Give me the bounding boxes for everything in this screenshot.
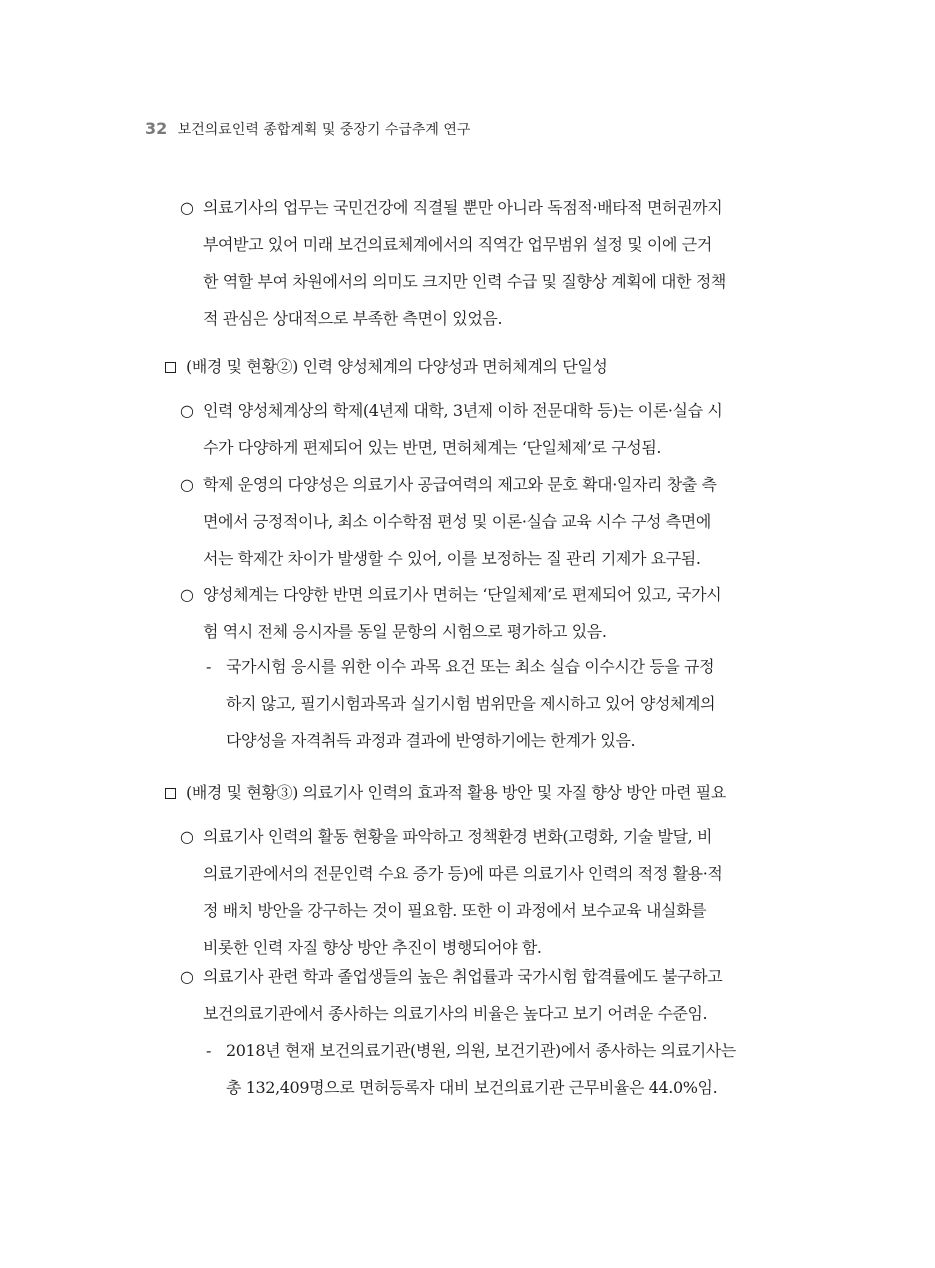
- paragraph-line: 다양성을 자격취득 과정과 결과에 반영하기에는 한계가 있음.: [226, 731, 636, 750]
- paragraph-line: 하지 않고, 필기시험과목과 실기시험 범위만을 제시하고 있어 양성체계의: [226, 694, 716, 713]
- circle-bullet-icon: ○: [180, 827, 194, 846]
- paragraph-line: 한 역할 부여 차원에서의 의미도 크지만 인력 수급 및 질향상 계획에 대한 정책: [203, 272, 726, 291]
- page-number: 32: [145, 119, 168, 138]
- square-bullet-icon: [165, 788, 176, 799]
- dash-bullet: -: [206, 1041, 212, 1060]
- paragraph-line: 의료기관에서의 전문인력 수요 증가 등)에 따른 의료기사 인력의 적정 활용·적: [203, 864, 723, 883]
- paragraph-line: 면에서 긍정적이나, 최소 이수학점 편성 및 이론·실습 교육 시수 구성 측면에: [203, 512, 711, 531]
- section-heading: (배경 및 현황③) 의료기사 인력의 효과적 활용 방안 및 자질 향상 방안 마련 필요: [186, 783, 726, 802]
- section-heading: (배경 및 현황②) 인력 양성체계의 다양성과 면허체계의 단일성: [186, 357, 608, 376]
- paragraph-line: 국가시험 응시를 위한 이수 과목 요건 또는 최소 실습 이수시간 등을 규정: [226, 657, 715, 676]
- paragraph-line: 인력 양성체계상의 학제(4년제 대학, 3년제 이하 전문대학 등)는 이론·실습 시: [203, 401, 723, 420]
- paragraph-line: 양성체계는 다양한 반면 의료기사 면허는 ‘단일체제’로 편제되어 있고, 국가시: [203, 585, 722, 604]
- circle-bullet-icon: ○: [180, 475, 194, 494]
- paragraph-line: 부여받고 있어 미래 보건의료체계에서의 직역간 업무범위 설정 및 이에 근거: [203, 235, 712, 254]
- paragraph-line: 의료기사의 업무는 국민건강에 직결될 뿐만 아니라 독점적·배타적 면허권까지: [203, 198, 723, 217]
- paragraph-line: 정 배치 방안을 강구하는 것이 필요함. 또한 이 과정에서 보수교육 내실화를: [203, 901, 707, 920]
- paragraph-line: 보건의료기관에서 종사하는 의료기사의 비율은 높다고 보기 어려운 수준임.: [203, 1004, 708, 1023]
- circle-bullet-icon: ○: [180, 198, 194, 217]
- circle-bullet-icon: ○: [180, 401, 194, 420]
- dash-bullet: -: [206, 657, 212, 676]
- paragraph-line: 적 관심은 상대적으로 부족한 측면이 있었음.: [203, 309, 503, 328]
- paragraph-line: 서는 학제간 차이가 발생할 수 있어, 이를 보정하는 질 관리 기제가 요구됨.: [203, 549, 701, 568]
- paragraph-line: 2018년 현재 보건의료기관(병원, 의원, 보건기관)에서 종사하는 의료기사는: [226, 1041, 736, 1060]
- paragraph-line: 의료기사 관련 학과 졸업생들의 높은 취업률과 국가시험 합격률에도 불구하고: [203, 967, 723, 986]
- paragraph-line: 수가 다양하게 편제되어 있는 반면, 면허체계는 ‘단일체제’로 구성됨.: [203, 438, 662, 457]
- paragraph-line: 험 역시 전체 응시자를 동일 문항의 시험으로 평가하고 있음.: [203, 622, 607, 641]
- circle-bullet-icon: ○: [180, 967, 194, 986]
- running-title: 보건의료인력 종합계획 및 중장기 수급추계 연구: [177, 122, 471, 138]
- page-header: [145, 119, 470, 139]
- circle-bullet-icon: ○: [180, 585, 194, 604]
- paragraph-line: 비롯한 인력 자질 향상 방안 추진이 병행되어야 함.: [203, 938, 542, 957]
- paragraph-line: 학제 운영의 다양성은 의료기사 공급여력의 제고와 문호 확대·일자리 창출 측: [203, 475, 717, 494]
- paragraph-line: 의료기사 인력의 활동 현황을 파악하고 정책환경 변화(고령화, 기술 발달, 비: [203, 827, 713, 846]
- square-bullet-icon: [165, 362, 176, 373]
- paragraph-line: 총 132,409명으로 면허등록자 대비 보건의료기관 근무비율은 44.0%임.: [226, 1078, 718, 1097]
